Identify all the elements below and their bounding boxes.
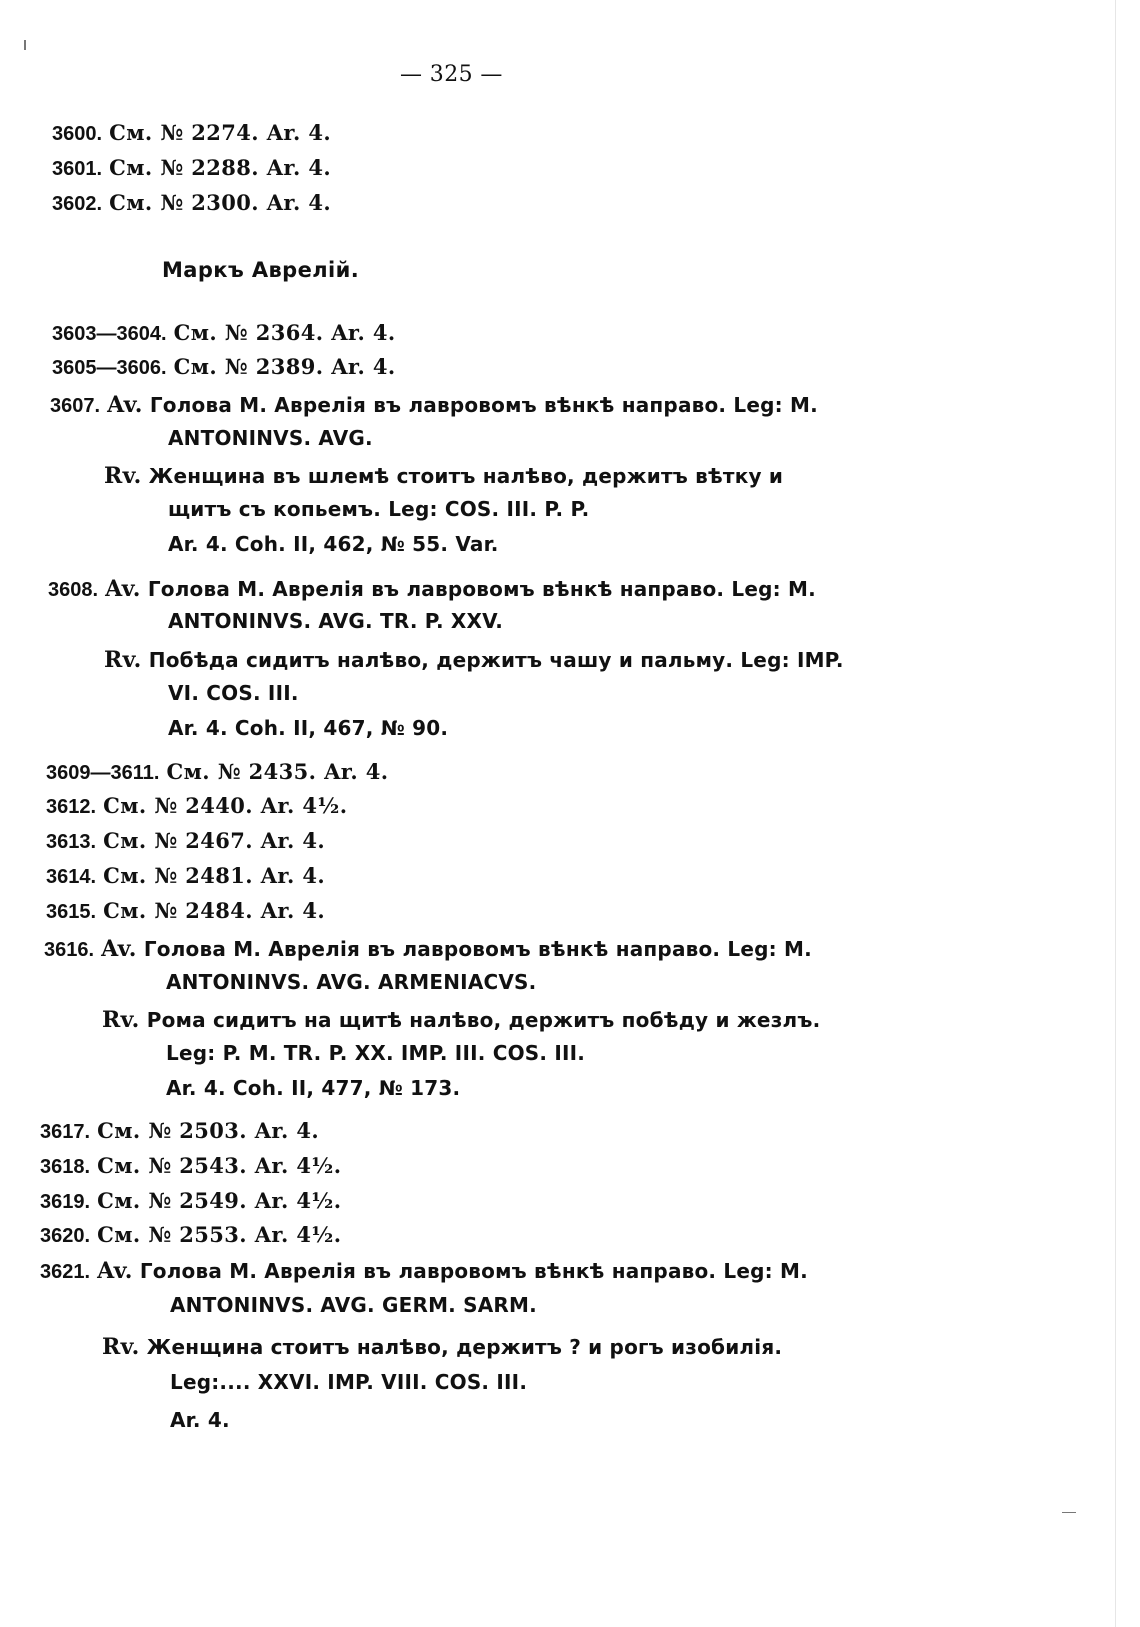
entry-text: См. № 2440. Ar. 4½. — [103, 793, 348, 818]
entry-number: 3607. — [50, 395, 101, 417]
list-item — [52, 118, 331, 149]
reverse-text: Побѣда сидитъ налѣво, держитъ чашу и пальму. Leg: IMP. — [148, 648, 844, 672]
entry-text: См. № 2274. Ar. 4. — [109, 120, 332, 145]
entry-number: 3616. — [44, 939, 95, 961]
entry-number: 3615. — [46, 901, 97, 923]
reverse-legend: щитъ съ копьемъ. Leg: COS. III. P. P. — [168, 497, 590, 521]
obverse-text: Голова М. Аврелія въ лавровомъ вѣнкѣ направо. Leg: M. — [139, 1259, 808, 1283]
reverse-legend: Leg:.... XXVI. IMP. VIII. COS. III. — [170, 1370, 528, 1394]
entry-text: См. № 2467. Ar. 4. — [103, 828, 326, 853]
list-item — [46, 861, 325, 892]
entry-text: См. № 2300. Ar. 4. — [109, 190, 332, 215]
entry-text: См. № 2484. Ar. 4. — [103, 898, 326, 923]
entry-text: См. № 2543. Ar. 4½. — [97, 1153, 342, 1178]
reference: Ar. 4. Coh. II, 462, № 55. Var. — [168, 532, 499, 556]
reverse-text: Женщина въ шлемѣ стоитъ налѣво, держитъ вѣтку и — [148, 464, 784, 488]
obverse-legend: ANTONINVS. AVG. TR. P. XXV. — [168, 609, 504, 633]
entry-text: См. № 2503. Ar. 4. — [97, 1118, 320, 1143]
entry-text: См. № 2389. Ar. 4. — [173, 354, 396, 379]
entry-text: См. № 2288. Ar. 4. — [109, 155, 332, 180]
entry-number: 3601. — [52, 158, 103, 180]
reverse-text: Женщина стоитъ налѣво, держитъ ? и рогъ изобилія. — [146, 1335, 783, 1359]
entry-text: См. № 2553. Ar. 4½. — [97, 1222, 342, 1247]
entry-3621-reverse — [102, 1332, 782, 1362]
entry-3616-reverse — [102, 1005, 820, 1035]
entry-3607-obverse — [50, 390, 818, 421]
entry-number: 3602. — [52, 193, 103, 215]
entry-number: 3613. — [46, 831, 97, 853]
list-item — [40, 1116, 319, 1147]
entry-3607-reverse — [104, 461, 783, 491]
section-heading: Маркъ Аврелій. — [162, 258, 360, 282]
obverse-legend: ANTONINVS. AVG. ARMENIACVS. — [166, 970, 537, 994]
reverse-legend: Leg: P. M. TR. P. XX. IMP. III. COS. III. — [166, 1041, 586, 1065]
entry-3616-obverse — [44, 934, 812, 965]
entry-number: 3619. — [40, 1191, 91, 1213]
obverse-label: Av. — [105, 576, 141, 602]
entry-text: См. № 2549. Ar. 4½. — [97, 1188, 342, 1213]
entry-text: См. № 2435. Ar. 4. — [166, 759, 389, 784]
reference: Ar. 4. Coh. II, 467, № 90. — [168, 716, 449, 740]
entry-number: 3614. — [46, 866, 97, 888]
entry-number: 3609—3611. — [46, 762, 160, 784]
obverse-text: Голова М. Аврелія въ лавровомъ вѣнкѣ направо. Leg: M. — [149, 393, 818, 417]
list-item — [52, 318, 396, 349]
list-item — [46, 896, 325, 927]
reverse-legend: VI. COS. III. — [168, 681, 299, 705]
obverse-label: Av. — [97, 1258, 133, 1284]
entry-3621-obverse — [40, 1256, 808, 1287]
reference: Ar. 4. — [170, 1408, 230, 1432]
reverse-label: Rv. — [104, 647, 142, 673]
scan-mark — [1062, 1512, 1076, 1513]
entry-text: См. № 2481. Ar. 4. — [103, 863, 326, 888]
list-item — [52, 188, 331, 219]
reference: Ar. 4. Coh. II, 477, № 173. — [166, 1076, 461, 1100]
entry-number: 3620. — [40, 1225, 91, 1247]
obverse-text: Голова М. Аврелія въ лавровомъ вѣнкѣ направо. Leg: M. — [143, 937, 812, 961]
list-item — [52, 352, 396, 383]
entry-text: См. № 2364. Ar. 4. — [173, 320, 396, 345]
obverse-label: Av. — [101, 936, 137, 962]
reverse-label: Rv. — [102, 1007, 140, 1033]
obverse-label: Av. — [107, 392, 143, 418]
reverse-text: Рома сидитъ на щитѣ налѣво, держитъ побѣду и жезлъ. — [146, 1008, 821, 1032]
scan-mark — [24, 40, 26, 50]
obverse-legend: ANTONINVS. AVG. GERM. SARM. — [170, 1293, 537, 1317]
entry-number: 3617. — [40, 1121, 91, 1143]
entry-3608-reverse — [104, 645, 844, 675]
scan-edge — [1115, 0, 1116, 1627]
reverse-label: Rv. — [102, 1334, 140, 1360]
entry-number: 3612. — [46, 796, 97, 818]
entry-3608-obverse — [48, 574, 816, 605]
obverse-legend: ANTONINVS. AVG. — [168, 426, 373, 450]
list-item — [40, 1220, 341, 1251]
entry-number: 3618. — [40, 1156, 91, 1178]
entry-number: 3603—3604. — [52, 323, 167, 345]
list-item — [52, 153, 331, 184]
list-item — [40, 1186, 341, 1217]
list-item — [46, 826, 325, 857]
reverse-label: Rv. — [104, 463, 142, 489]
list-item — [40, 1151, 341, 1182]
entry-number: 3600. — [52, 123, 103, 145]
entry-number: 3608. — [48, 579, 99, 601]
entry-number: 3605—3606. — [52, 357, 167, 379]
obverse-text: Голова М. Аврелія въ лавровомъ вѣнкѣ направо. Leg: M. — [147, 577, 816, 601]
list-item — [46, 791, 347, 822]
list-item — [46, 757, 388, 788]
page-number: — 325 — — [400, 62, 503, 87]
entry-number: 3621. — [40, 1261, 91, 1283]
